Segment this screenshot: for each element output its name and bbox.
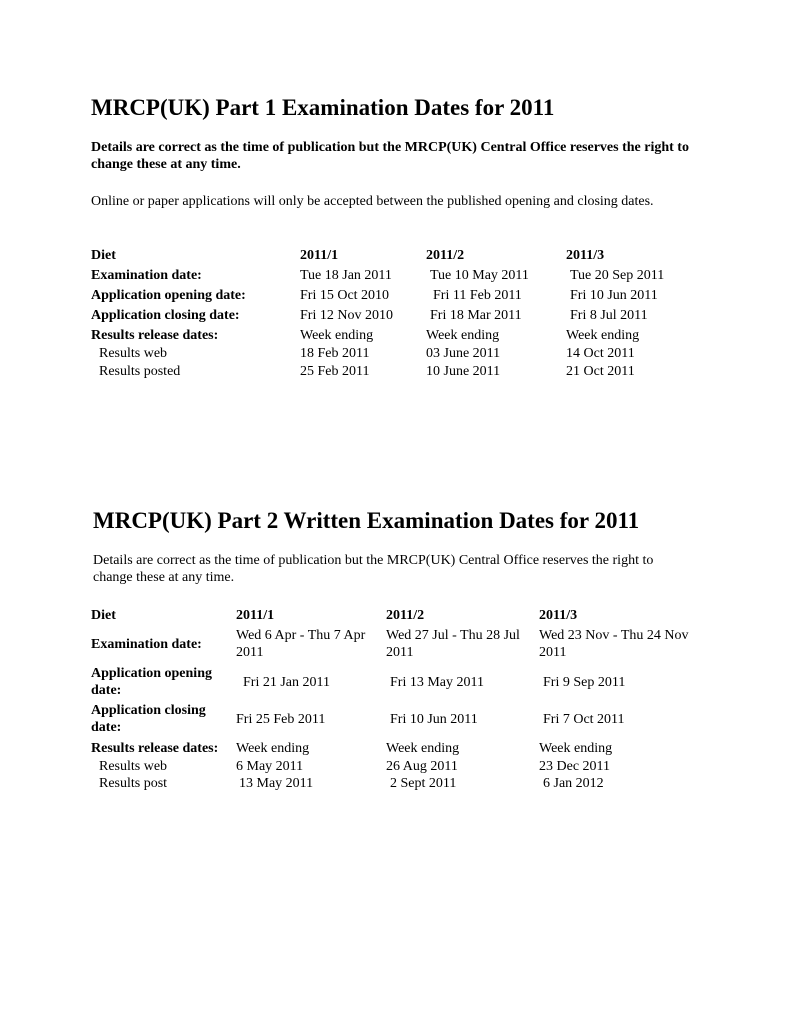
p1-cell: Fri 8 Jul 2011	[570, 308, 648, 323]
p1-cell: 18 Feb 2011	[300, 346, 370, 361]
p2-cell: Fri 21 Jan 2011	[243, 675, 330, 690]
p1-header-col2: 2011/2	[426, 248, 465, 263]
p1-cell: Tue 20 Sep 2011	[570, 268, 665, 283]
p1-cell: Fri 10 Jun 2011	[570, 288, 658, 303]
part1-notice: Details are correct as the time of publication but the MRCP(UK) Central Office reserves the right to change these at any time.	[91, 140, 689, 172]
p2-cell: 26 Aug 2011	[386, 759, 458, 774]
p1-cell: Week ending	[566, 328, 640, 343]
p2-header-col2: 2011/2	[386, 608, 425, 623]
p2-cell: Fri 10 Jun 2011	[390, 712, 478, 727]
p2-cell: Fri 7 Oct 2011	[543, 712, 625, 727]
p2-row-label: Results web	[99, 759, 168, 774]
p2-cell: Week ending	[236, 741, 310, 756]
p2-row-label: Application opening date:	[91, 666, 212, 698]
part2-title: MRCP(UK) Part 2 Written Examination Dates for 2011	[93, 508, 640, 533]
p2-header-col1: 2011/1	[236, 608, 275, 623]
p1-cell: Week ending	[426, 328, 500, 343]
p1-row-label: Results web	[99, 346, 168, 361]
p1-cell: Fri 12 Nov 2010	[300, 308, 393, 323]
p1-cell: 03 June 2011	[426, 346, 501, 361]
p1-header-col1: 2011/1	[300, 248, 339, 263]
p2-header-diet: Diet	[91, 608, 116, 623]
p1-row-label: Application opening date:	[91, 288, 246, 303]
p1-cell: Tue 10 May 2011	[430, 268, 529, 283]
p1-cell: 25 Feb 2011	[300, 364, 370, 379]
p1-row-label: Application closing date:	[91, 308, 240, 323]
p1-row-label: Examination date:	[91, 268, 202, 283]
p2-row-label: Results post	[99, 776, 168, 791]
p2-header-col3: 2011/3	[539, 608, 578, 623]
p2-cell: 13 May 2011	[239, 776, 314, 791]
p1-header-diet: Diet	[91, 248, 116, 263]
p2-cell: Fri 13 May 2011	[390, 675, 484, 690]
p2-cell: Wed 23 Nov - Thu 24 Nov 2011	[539, 628, 689, 660]
p2-cell: Fri 9 Sep 2011	[543, 675, 626, 690]
p2-cell: 23 Dec 2011	[539, 759, 611, 774]
p1-cell: Fri 18 Mar 2011	[430, 308, 522, 323]
p2-row-label: Results release dates:	[91, 741, 219, 756]
p1-cell: Fri 15 Oct 2010	[300, 288, 390, 303]
p1-cell: Tue 18 Jan 2011	[300, 268, 392, 283]
p2-cell: 2 Sept 2011	[390, 776, 457, 791]
p1-cell: Fri 11 Feb 2011	[433, 288, 522, 303]
p1-cell: Week ending	[300, 328, 374, 343]
p2-cell: 6 Jan 2012	[543, 776, 604, 791]
p1-header-col3: 2011/3	[566, 248, 605, 263]
p2-row-label: Application closing date:	[91, 703, 206, 735]
p1-row-label: Results posted	[99, 364, 181, 379]
p2-cell: Wed 6 Apr - Thu 7 Apr 2011	[236, 628, 366, 660]
p1-cell: 21 Oct 2011	[566, 364, 635, 379]
p2-cell: Fri 25 Feb 2011	[236, 712, 326, 727]
p1-cell: 14 Oct 2011	[566, 346, 635, 361]
part1-title: MRCP(UK) Part 1 Examination Dates for 2011	[91, 95, 555, 120]
p1-cell: 10 June 2011	[426, 364, 501, 379]
p2-cell: Wed 27 Jul - Thu 28 Jul 2011	[386, 628, 520, 660]
p2-cell: Week ending	[539, 741, 613, 756]
part1-applications-note: Online or paper applications will only be accepted between the published opening and closing dates.	[91, 194, 654, 209]
p2-cell: Week ending	[386, 741, 460, 756]
p1-row-label: Results release dates:	[91, 328, 219, 343]
p2-row-label: Examination date:	[91, 637, 202, 652]
p2-cell: 6 May 2011	[236, 759, 304, 774]
part2-notice: Details are correct as the time of publication but the MRCP(UK) Central Office reserves the right to change these at any time.	[93, 553, 654, 585]
